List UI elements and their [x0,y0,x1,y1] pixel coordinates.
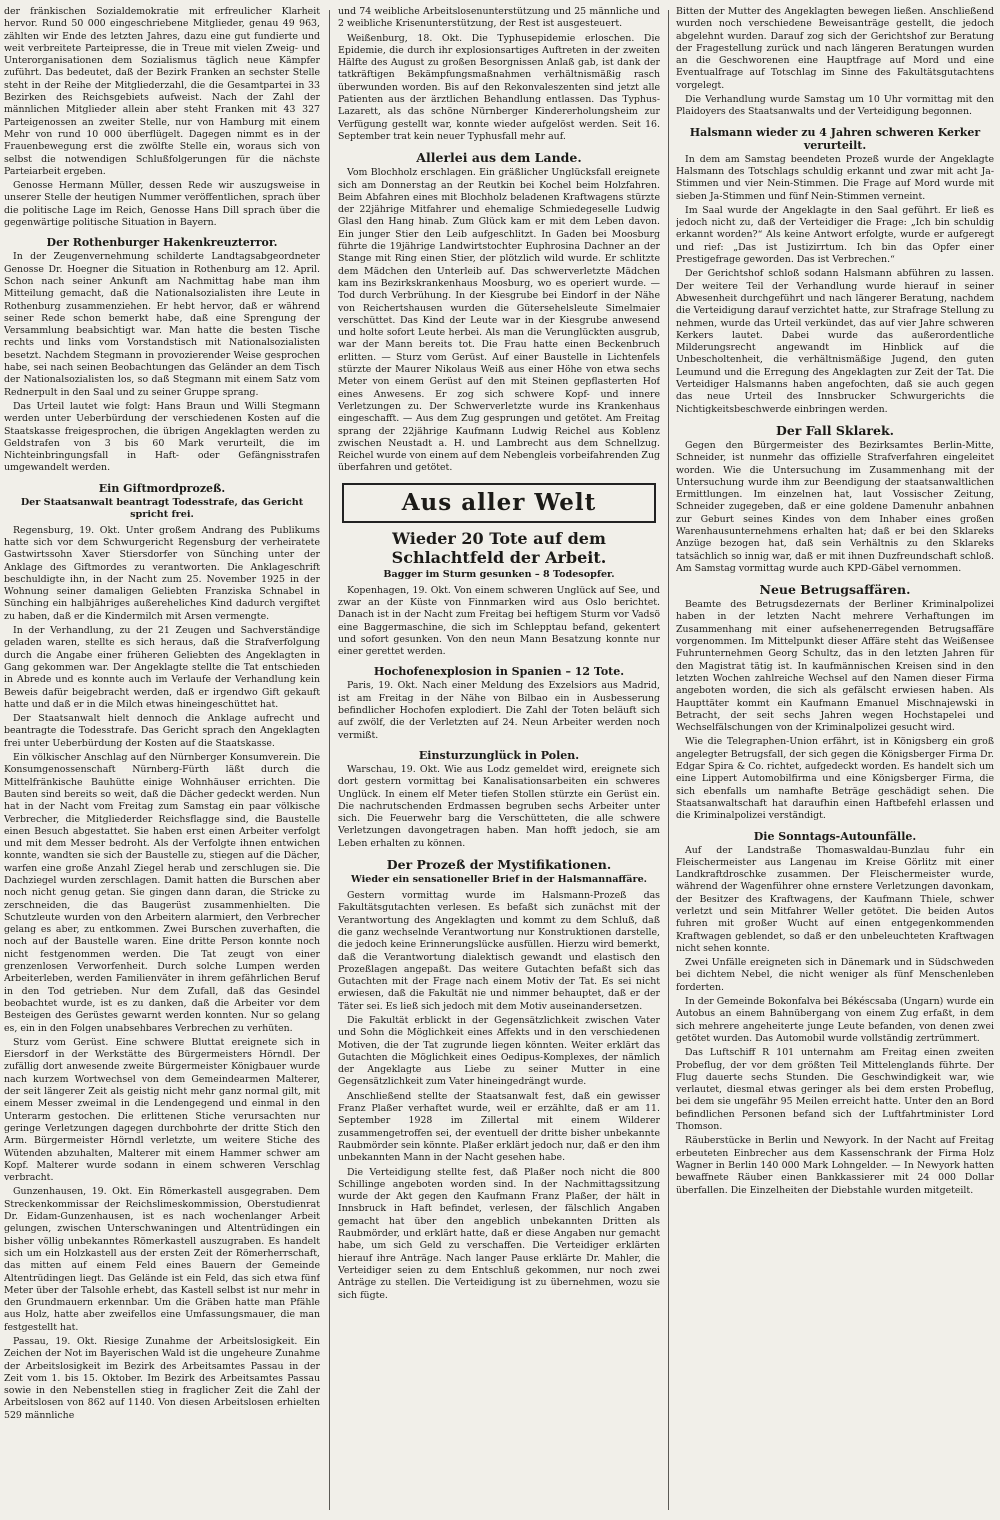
column-rule [668,10,669,1510]
paragraph: Anschließend stellte der Staatsanwalt fest, daß ein gewisser Franz Plaßer verhaftet wurde, weil er erzählte, daß er am 11. September 1928 im Zillertal mit einem Wilderer zusammengetroffen sei, der eventuell der dritte bisher unbekannte Raubmörder sein könnte. Plaßer erklärt jedoch nur, daß er den ihm unbekannten Mann in der Nacht gesehen habe. [338,1090,660,1164]
paragraph: Die Verteidigung stellte fest, daß Plaßer noch nicht die 800 Schillinge angeboten worden sind. In der Nachmittagssitzung wurde der Akt gegen den Kaufmann Franz Plaßer, der hält in Innsbruck in Haft befindet, verlesen, der fälschlich Angaben gemacht hat über den angeblich unbekannten Dritten als Raubmörder, und erklärt hatte, daß er diese Angaben nur gemacht habe, um sich Geld zu verschaffen. Die Verteidiger erklärten hierauf ihre Anträge. Nach langer Pause erklärte Dr. Mahler, die Verteidiger seien zu dem Entschluß gekommen, nur noch zwei Anträge zu stellen. Die Verteidigung ist zu übernehmen, wozu sie sich fügte. [338,1166,660,1301]
article-heading: Der Prozeß der Mystifikationen. [386,857,612,873]
paragraph: Beamte des Betrugsdezernats der Berliner Kriminalpolizei haben in der letzten Nacht mehrere Verhaftungen im Zusammenhang mit einer aufsehenerregenden Betrugsaffäre vorgenommen. Im Mittelpunkt dieser Affäre steht das Weißensee Fuhrunternehmen Georg Schultz, das in den letzten Jahren für den Magistrat tätig ist. In kaufmännischen Kreisen sind in den letzten Wochen zahlreiche Wechsel auf den Namen dieser Firma angeboten worden, die sich als gefälscht erwiesen haben. Als Haupttäter kommt ein Kaufmann Emanuel Mischnajewski in Betracht, der seit sechs Jahren wegen Hochstapelei und Wechselfälschungen von der Kriminalpolizei gesucht wird. [676,599,994,734]
article-heading: Halsmann wieder zu 4 Jahren schweren Kerker verurteilt. [689,125,981,152]
article-heading: Der Rothenburger Hakenkreuzterror. [46,236,278,250]
paragraph: In dem am Samstag beendeten Prozeß wurde der Angeklagte Halsmann des Totschlags schuldig erkannt und zwar mit acht Ja-Stimmen und vier Nein-Stimmen. Die Frage auf Mord wurde mit sieben Ja-Stimmen und fünf Nein-Stimmen verneint. [676,153,994,202]
paragraph: der fränkischen Sozialdemokratie mit erfreulicher Klarheit hervor. Rund 50 000 eingeschriebene Mitglieder, genau 49 963, zählten wir Ende des letzten Jahres, dazu eine gut fundierte und weit verbreitete Parteipresse, die in Treue mit vielen Zweig- und Unterorganisationen dem Sozialismus täglich neue Kämpfer zuführt. Das bedeutet, daß der Bezirk Franken an sechster Stelle steht in der Reihe der Mitgliederzahl, die die Gesamtpartei in 33 Bezirken des Reichsgebiets aufweist. Nach der Zahl der männlichen Mitglieder allein aber steht Franken mit 43 327 Parteigenossen an zweiter Stelle, nur von Hamburg mit einem Mehr von rund 10 000 überflügelt. Dagegen nimmt es in der Frauenbewegung erst die zwölfte Stelle ein, woraus sich von selbst die notwendigen Schlußfolgerungen für die nächste Parteiarbeit ergeben. [4,6,320,177]
paragraph: Warschau, 19. Okt. Wie aus Lodz gemeldet wird, ereignete sich dort gestern vormittag bei Kanalisationsarbeiten ein schweres Unglück. In einem elf Meter tiefen Stollen stürzte ein Gerüst ein. Die nachrutschenden Erdmassen begruben sechs Arbeiter unter sich. Die Feuerwehr barg die Verschütteten, die alle schwere Verletzungen davongetragen haben. Man hofft jedoch, sie am Leben erhalten zu können. [338,763,660,849]
paragraph: und 74 weibliche Arbeitslosenunterstützung und 25 männliche und 2 weibliche Krisenunterstützung, der Rest ist ausgesteuert. [338,6,660,30]
headline-subtitle: Bagger im Sturm gesunken – 8 Todesopfer. [383,568,615,580]
paragraph: Auf der Landstraße Thomaswaldau-Bunzlau fuhr ein Fleischermeister aus Langenau im Kreise Görlitz mit einer Landkraftdroschke zusammen. Der Fleischermeister wurde, während der Wagenführer ohne ernstere Verletzungen davonkam, der Besitzer des Kraftwagens, der Kaufmann Thiele, schwer verletzt und sein Mitfahrer Weller getötet. Die beiden Autos fuhren mit großer Wucht auf einen entgegenkommenden Kraftwagen geblendet, so daß er den unbeleuchteten Kraftwagen nicht sehen konnte. [676,844,994,954]
paragraph: Der Gerichtshof schloß sodann Halsmann abführen zu lassen. Der weitere Teil der Verhandlung wurde hierauf in seiner Abwesenheit durchgeführt und nach längerer Beratung, nachdem die Verteidigung darauf verzichtet hatte, zur Strafrage Stellung zu nehmen, wurde das Urteil verkündet, das auf vier Jahre schweren Kerkers lautet. Dabei wurde das außerordentliche Milderungsrecht angewandt im Hinblick auf die Unbescholtenheit, die verhältnismäßige Jugend, den guten Leumund und die Erregung des Angeklagten zur Zeit der Tat. Die Verteidiger Halsmanns haben angefochten, daß sie auch gegen das neue Urteil des Innsbrucker Schwurgerichts die Nichtigkeitsbeschwerde einbringen werden. [676,268,994,415]
paragraph: Vom Blochholz erschlagen. Ein gräßlicher Unglücksfall ereignete sich am Donnerstag an der Reutkin bei Kochel beim Holzfahren. Beim Abfahren eines mit Blochholz beladenen Kraftwagens stürzte der 22jährige Mitfahrer und ehemalige Schmiedegeselle Ludwig Glasl den Hang hinab. Zum Glück kam er mit dem Leben davon. Ein junger Stier den Leib aufgeschlitzt. In Gaden bei Moosburg führte die 19jährige Landwirtstochter Euphrosina Dachner an der Stange mit Ring einen Stier, der plötzlich wild wurde. Er schlitzte dem Mädchen den Unterleib auf. Das schwerverletzte Mädchen kam ins Bezirkskrankenhaus Moosburg, wo es operiert wurde. — Tod durch Verbrühung. In der Kiesgrube bei Eindorf in der Nähe von Reichertshausen wurden die Gütersehelsleute Simelmaier verschüttet. Das Kind der Leute war in der Kiesgrube anwesend und holte sofort Leute herbei. Als man die Verunglückten ausgrub, war der Mann bereits tot. Die Frau hatte einen Beckenbruch erlitten. — Sturz vom Gerüst. Auf einer Baustelle in Lichtenfels stürzte der Maurer Nikolaus Weiß aus einer Höhe von etwa sechs Meter von einem Gerüst auf den mit Steinen gepflasterten Hof eines Anwesens. Er zog sich schwere Kopf- und innere Verletzungen zu. Der Schwerverletzte wurde ins Krankenhaus eingeschafft. — Aus dem Zug gesprungen und getötet. Am Freitag sprang der 22jährige Kaufmann Ludwig Reichel aus Koblenz zwischen Neustadt a. H. und Lambrecht aus dem Schnellzug. Reichel wurde von einem auf dem Nebengleis vorbeifahrenden Zug überfahren und getötet. [338,167,660,474]
paragraph: Gegen den Bürgermeister des Bezirksamtes Berlin-Mitte, Schneider, ist nunmehr das offizielle Strafverfahren eingeleitet worden. Wie die Untersuchung im Zusammenhang mit der Untersuchung wurde ihm zur Beendigung der staatsanwaltlichen Ermittlungen. Im einzelnen hat, laut Vossischer Zeitung, Schneider zugegeben, daß er eine goldene Damenuhr anbahnen zur Geburt seines Kindes von dem Inhaber eines großen Warenhausunternehmens erhalten hat; daß er bei den Sklareks Anzüge bezogen hat, daß sein Verhältnis zu den Sklareks tatsächlich so innig war, daß er mit ihnen Duzfreundschaft schloß. Am Samstag vormittag wurde auch KPD-Gäbel vernommen. [676,439,994,574]
paragraph: Die Fakultät erblickt in der Gegensätzlichkeit zwischen Vater und Sohn die Möglichkeit eines Affekts und in den verschiedenen Motiven, die der Tat zugrunde liegen könnten. Weiter erklärt das Gutachten die Möglichkeit eines Oedipus-Komplexes, der nämlich der Angeklagte aus Liebe zu seiner Mutter in eine Gegensätzlichkeit zum Vater hineingedrängt wurde. [338,1015,660,1088]
article-subheading: Wieder ein sensationeller Brief in der Halsmannaffäre. [350,874,648,886]
paragraph: Kopenhagen, 19. Okt. Von einem schweren Unglück auf See, und zwar an der Küste von Finnmarken wird aus Oslo berichtet. Danach ist in der Nacht zum Freitag bei heftigem Sturm vor Vadsö eine Baggermaschine, die sich im Schlepptau befand, gekentert und sofort gesunken. Von den neun Mann Besatzung konnte nur einer gerettet werden. [338,584,660,658]
paragraph: Paris, 19. Okt. Nach einer Meldung des Exzelsiors aus Madrid, ist am Freitag in der Nähe von Bilbao ein in Ausbesserung befindlicher Hochofen explodiert. Die Zahl der Toten beläuft sich auf zwölf, die der Verletzten auf 24. Neun Arbeiter werden noch vermißt. [338,680,660,741]
column-rule [329,10,330,1510]
article-heading: Der Fall Sklarek. [776,422,894,438]
article-heading: Ein Giftmordprozeß. [98,481,226,495]
article-heading: Hochofenexplosion in Spanien – 12 Tote. [373,665,625,679]
paragraph: Die Verhandlung wurde Samstag um 10 Uhr vormittag mit den Plaidoyers des Staatsanwalts und der Verteidigung begonnen. [676,94,994,118]
paragraph: Im Saal wurde der Angeklagte in den Saal geführt. Er ließ es jedoch nicht zu, daß der Verteidiger die Frage: „Ich bin schuldig erkannt worden?“ Als keine Antwort erfolgte, wurde er aufgeregt und rief: „Das ist Justizirrtum. Ich bin das Opfer einer Prestigefrage geworden. Das ist Verbrechen.“ [676,204,994,266]
article-heading: Die Sonntags-Autounfälle. [753,829,917,843]
article-heading: Neue Betrugsaffären. [759,582,911,598]
column-left [4,6,320,1514]
column-right [676,6,994,1514]
article-heading: Einsturzunglück in Polen. [418,748,580,762]
paragraph: In der Verhandlung, zu der 21 Zeugen und Sachverständige geladen waren, stellte es sich heraus, daß die Strafverfolgung durch die Angabe einer früheren Geliebten des Angeklagten in Gang gekommen war. Der Angeklagte stellte die Tat entschieden in Abrede und es konnte auch im Verlaufe der Verhandlung kein Beweis dafür beigebracht werden, daß er irgendwo Gift gekauft hatte und daß er in die Milch etwas hineingeschüttet hat. [4,625,320,710]
paragraph: Ein völkischer Anschlag auf den Nürnberger Konsumverein. Die Konsumgenossenschaft Nürnberg-Fürth läßt durch die Mittelfränkische Bauhütte einige Wohnhäuser errichten. Die Bauten sind bereits so weit, daß die Dächer gedeckt werden. Nun hat in der Nacht vom Freitag zum Samstag ein paar völkische Verbrecher, die Mitgliederder Reichsflagge sind, die Baustelle einen Besuch abgestattet. Sie haben erst einen Arbeiter verfolgt und mit dem Messer bedroht. Als der Verfolgte ihnen entwichen konnte, wandten sie sich der Baustelle zu, stiegen auf die Dächer, warfen eine große Anzahl Ziegel herab und zerschlugen sie. Die Dachziegel wurden zerschlagen. Damit hatten die Burschen aber noch nicht genug getan. Sie gingen dann daran, die Stricke zu zerschneiden, die das Baugerüst zusammenhielten. Die Schutzleute wurden von den Arbeitern alarmiert, den Verbrecher gelang es aber, zu entkommen. Zwei Burschen zuverhaften, die noch auf der Baustelle waren. Eine dritte Person konnte noch nicht festgenommen werden. Die Tat zeugt von einer grenzenlosen Verworfenheit. Durch solche Lumpen werden Arbeiterleben, werden Familienväter in ihrem gefährlichen Beruf in den Tod getrieben. Nur dem Zufall, daß das Gesindel beobachtet wurde, ist es zu danken, daß die Arbeiter vor dem Besteigen des Gerüstes gewarnt werden konnten. Nur so gelang es, ein in den Folgen unabsehbares Verbrechen zu verhüten. [4,752,320,1034]
paragraph: Genosse Hermann Müller, dessen Rede wir auszugsweise in unserer Stelle der heutigen Nummer veröffentlichen, sprach über die politische Lage im Reich, Genosse Hans Dill sprach über die gegenwärtige politische Situation in Bayern. [4,180,320,229]
paragraph: Das Urteil lautet wie folgt: Hans Braun und Willi Stegmann werden unter Ueberbürdung der verschiedenen Kosten auf die Staatskasse freigesprochen, die übrigen Angeklagten werden zu Geldstrafen von 3 bis 60 Mark verurteilt, die im Nichteinbringungsfall in Haft- oder Gefängnisstrafen umgewandelt werden. [4,400,320,474]
paragraph: Der Staatsanwalt hielt dennoch die Anklage aufrecht und beantragte die Todesstrafe. Das Gericht sprach den Angeklagten frei unter Ueberbürdung der Kosten auf die Staatskasse. [4,713,320,749]
section-banner: Aus aller Welt [342,483,656,523]
article-subheading: Der Staatsanwalt beantragt Todesstrafe, das Gericht spricht frei. [20,496,304,520]
paragraph: Regensburg, 19. Okt. Unter großem Andrang des Publikums hatte sich vor dem Schwurgericht Regensburg der verheiratete Gastwirtssohn Xaver Stiersdorfer von Sünching unter der Anklage des Giftmordes zu verantworten. Die Anklageschrift beschuldigte ihn, in der Nacht zum 25. November 1925 in der Wohnung seiner damaligen Geliebten Franziska Schnabel in Sünching ein halbjähriges außereheliches Kind dadurch vergiftet zu haben, daß er die Kindermilch mit Arsen vermengte. [4,524,320,622]
paragraph: Wie die Telegraphen-Union erfährt, ist in Königsberg ein groß angelegter Betrugsfall, der sich gegen die Königsberger Firma Dr. Edgar Spira & Co. richtet, aufgedeckt worden. Es handelt sich um eine Lippert Automobilfirma und eine Königsberger Firma, die sich ebenfalls um namhafte Beträge geschädigt sehen. Die Staatsanwaltschaft hat daraufhin einen Haftbefehl erlassen und die Kriminalpolizei verständigt. [676,736,994,822]
paragraph: Zwei Unfälle ereigneten sich in Dänemark und in Südschweden bei dichtem Nebel, die nicht weniger als fünf Menschenleben forderten. [676,957,994,993]
paragraph: Gunzenhausen, 19. Okt. Ein Römerkastell ausgegraben. Dem Streckenkommissar der Reichslimeskommission, Oberstudienrat Dr. Eidam-Gunzenhausen, ist es nach wochenlanger Arbeit gelungen, zwischen Unterschwaningen und Altentrüdingen ein bisher völlig unbekanntes Römerkastell auszugraben. Es handelt sich um ein Holzkastell aus der ersten Zeit der Römerherrschaft, das mitten auf einem Feld eines Bauern der Gemeinde Altentrüdingen liegt. Das Gelände ist ein Feld, das sich etwa fünf Meter über der Talsohle erhebt, das Kastell selbst ist nur mehr in den Grundmauern erkennbar. Um die Gräben hatte man Pfähle aus Holz, hatte aber zweifellos eine Umfassungsmauer, die man festgestellt hat. [4,1186,320,1333]
paragraph: In der Gemeinde Bokonfalva bei Békéscsaba (Ungarn) wurde ein Autobus an einem Bahnübergang von einem Zug erfaßt, in dem sich mehrere angeheiterte junge Leute befanden, von denen zwei getötet wurden. Das Automobil wurde vollständig zertrümmert. [676,996,994,1044]
paragraph: Bitten der Mutter des Angeklagten bewegen ließen. Anschließend wurden noch verschiedene Beweisanträge gestellt, die jedoch abgelehnt wurden. Darauf zog sich der Gerichtshof zur Beratung der Fragestellung zurück und nach längeren Beratungen wurden an die Geschworenen eine Hauptfrage auf Mord und eine Eventualfrage auf Totschlag im Sinne des Fakultätsgutachtens vorgelegt. [676,6,994,91]
paragraph: Räuberstücke in Berlin und Newyork. In der Nacht auf Freitag erbeuteten Einbrecher aus dem Kassenschrank der Firma Holz Wagner in Berlin 140 000 Mark Lohngelder. — In Newyork hatten bewaffnete Räuber einen Bankkassierer mit 24 000 Dollar überfallen. Die Einzelheiten der Diebstahle wurden mitgeteilt. [676,1135,994,1196]
paragraph: In der Zeugenvernehmung schilderte Landtagsabgeordneter Genosse Dr. Hoegner die Situation in Rothenburg am 12. April. Schon nach seiner Ankunft am Nachmittag habe man ihm Mitteilung gemacht, daß die Nationalsozialisten ihre Leute in Rothenburg zusammenziehen. Er hebt hervor, daß er während seiner Rede schon bemerkt habe, daß eine Sprengung der Versammlung beabsichtigt war. Man hatte die besten Tische rechts und links vom Vorstandstisch mit Nationalsozialisten besetzt. Nachdem Stegmann in provozierender Weise gesprochen habe, sei nach seinen Beobachtungen das Geländer an dem Tisch der Nationalsozialisten los, so daß Stegmann mit einem Satz vom Rednerpult in den Saal und zu seiner Gruppe sprang. [4,251,320,398]
paragraph: Das Luftschiff R 101 unternahm am Freitag einen zweiten Probeflug, der vor dem größten Teil Mittelenglands führte. Der Flug dauerte sechs Stunden. Die Geschwindigkeit war, wie verlautet, diesmal etwas geringer als bei dem ersten Probeflug, bei dem sie ungefähr 95 Meilen erreicht hatte. Unter den an Bord befindlichen Personen befand sich der Luftfahrtminister Lord Thomson. [676,1047,994,1133]
paragraph: Passau, 19. Okt. Riesige Zunahme der Arbeitslosigkeit. Ein Zeichen der Not im Bayerischen Wald ist die ungeheure Zunahme der Arbeitslosigkeit im Bezirk des Arbeitsamtes Passau in der Zeit vom 1. bis 15. Oktober. Im Bezirk des Arbeitsamtes Passau sowie in den Nebenstellen stieg in fraglicher Zeit die Zahl der Arbeitslosen von 862 auf 1140. Von diesen Arbeitslosen erhielten 529 männliche [4,1335,320,1421]
column-middle [338,6,660,1514]
paragraph: Gestern vormittag wurde im Halsmann-Prozeß das Fakultätsgutachten verlesen. Es befaßt sich zunächst mit der Verantwortung des Angeklagten und kommt zu dem Schluß, daß die ganz wechselnde Verantwortung nur Konstruktionen darstelle, die jedoch keine Erinnerungslücke ausfüllen. Hierzu wird bemerkt, daß die Verantwortung dialektisch gewandt und elastisch den Prozeßlagen angepaßt. Das weitere Gutachten befaßt sich das Gutachten mit der Frage nach einem Motiv der Tat. Es sei nicht erwiesen, daß die Fakultät nie und nimmer behauptet, daß er der Täter sei. Es ließ sich jedoch mit dem Motiv auseinandersetzen. [338,890,660,1012]
paragraph: Weißenburg, 18. Okt. Die Typhusepidemie erloschen. Die Epidemie, die durch ihr explosionsartiges Auftreten in der zweiten Hälfte des August zu großen Besorgnissen Anlaß gab, ist dank der tatkräftigen Bekämpfungsmaßnahmen verhältnismäßig rasch überwunden worden. Bis auf den Rekonvaleszenten sind jetzt alle Patienten aus der ärztlichen Behandlung entlassen. Das Typhus-Lazarett, als das schöne Nürnberger Kindererholungsheim zur Verfügung gestellt war, konnte wieder aufgelöst werden. Seit 16. September trat kein neuer Typhusfall mehr auf. [338,32,660,142]
paragraph: Sturz vom Gerüst. Eine schwere Bluttat ereignete sich in Eiersdorf in der Werkstätte des Bürgermeisters Hörndl. Der zufällig dort anwesende zweite Bürgermeister Königbauer wurde nach kurzem Wortwechsel von dem Gemeindearmen Malterer, der seit längerer Zeit als geistig nicht mehr ganz normal gilt, mit einem Messer zweimal in die Lendengegend und einmal in den Unterarm gestochen. Die erlittenen Stiche verursachten nur geringe Verletzungen dagegen durchbohrte der dritte Stich den Arm. Bürgermeister Hörndl verletzte, um weitere Stiche des Wütenden abzuhalten, Malterer mit einem Hammer schwer am Kopf. Malterer wurde sodann in einem schweren Verschlag verbracht. [4,1036,320,1184]
headline: Wieder 20 Tote auf dem Schlachtfeld der Arbeit. [391,528,607,567]
section-heading: Allerlei aus dem Lande. [416,150,582,166]
